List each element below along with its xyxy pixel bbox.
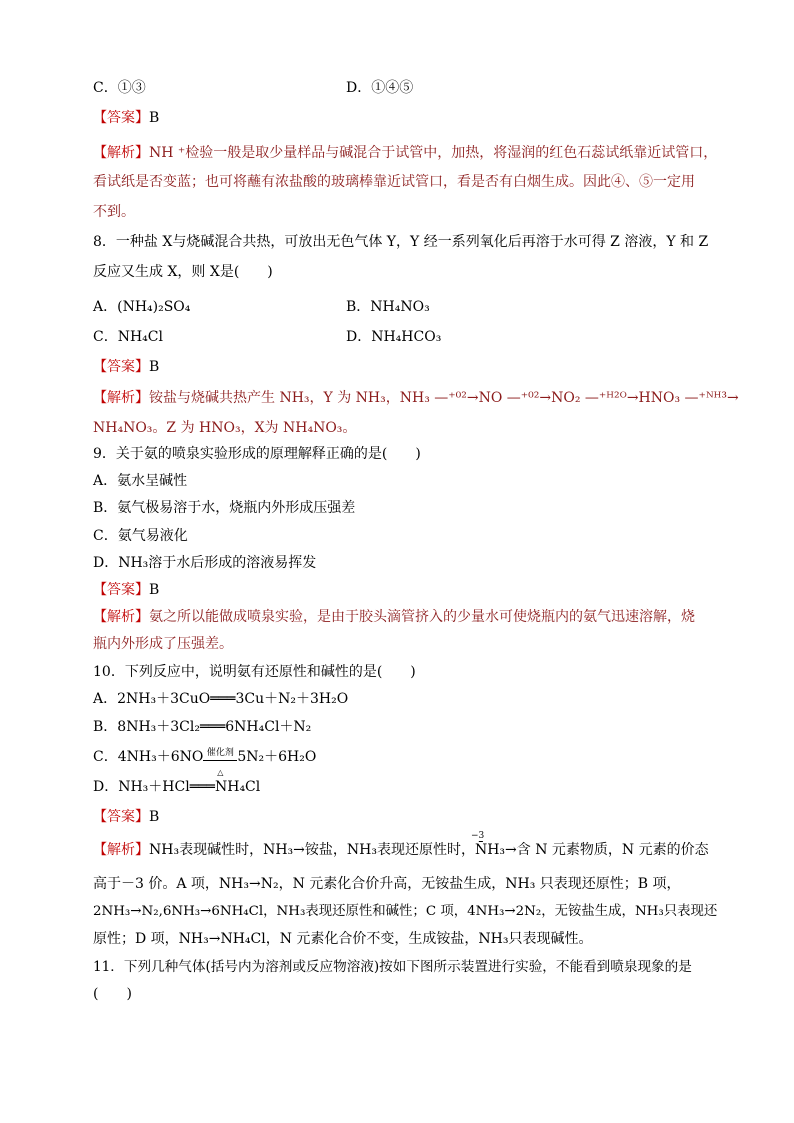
q8-stem-line1: 8．一种盐 X与烧碱混合共热，可放出无色气体 Y，Y 经一系列氧化后再溶于水可得 Z 溶液，Y 和 Z <box>93 234 709 250</box>
q9-stem: 9．关于氨的喷泉实验形成的原理解释正确的是( ) <box>93 446 421 462</box>
q10-answer: 【答案】B <box>93 809 160 825</box>
q8-explanation-line2: NH₄NO₃。Z 为 HNO₃，X为 NH₄NO₃。 <box>93 420 357 436</box>
q8-option-b: B．NH₄NO₃ <box>346 299 430 315</box>
q7-option-c: C．①③ <box>93 80 146 96</box>
q9-option-a: A．氨水呈碱性 <box>93 473 188 489</box>
q10-option-c: C．4NH₃＋6NO $\frac{\text{催化剂}}{\triangle}$ 5N₂＋6H₂O <box>93 748 317 777</box>
q7-explanation-line3: 不到。 <box>93 204 135 220</box>
q9-option-c: C．氨气易液化 <box>93 528 188 544</box>
q8-explanation-line1: 【解析】铵盐与烧碱共热产生 NH₃，Y 为 NH₃，NH₃ —⁺⁰²→NO —⁺⁰²→NO₂ —⁺ᴴ²ᴼ→HNO₃ —⁺ᴺᴴ³→ <box>93 390 739 406</box>
q9-option-b: B．氨气极易溶于水，烧瓶内外形成压强差 <box>93 500 356 516</box>
q11-stem-line2: ( ) <box>93 986 132 1002</box>
q10-option-a: A．2NH₃＋3CuO═══3Cu＋N₂＋3H₂O <box>93 691 349 707</box>
q9-explanation-line2: 瓶内外形成了压强差。 <box>93 636 233 652</box>
q8-option-a: A．(NH₄)₂SO₄ <box>93 299 191 315</box>
q11-stem-line1: 11．下列几种气体(括号内为溶剂或反应物溶液)按如下图所示装置进行实验，不能看到喷泉现象的是 <box>93 959 692 975</box>
catalyst-condition: $\frac{\text{催化剂}}{\triangle}$ <box>203 751 237 761</box>
q7-answer: 【答案】B <box>93 110 160 126</box>
q10-explanation-line3: 2NH₃→N₂,6NH₃→6NH₄Cl，NH₃表现还原性和碱性；C 项，4NH₃→2N₂，无铵盐生成，NH₃只表现还 <box>93 904 718 919</box>
q8-stem-line2: 反应又生成 X，则 X是( ) <box>93 264 273 280</box>
q10-stem: 10．下列反应中，说明氨有还原性和碱性的是( ) <box>93 664 416 680</box>
q8-answer: 【答案】B <box>93 359 160 375</box>
q8-option-d: D．NH₄HCO₃ <box>346 329 442 345</box>
q10-option-b: B．8NH₃＋3Cl₂═══6NH₄Cl＋N₂ <box>93 719 312 735</box>
q9-option-d: D．NH₃溶于水后形成的溶液易挥发 <box>93 555 317 571</box>
q10-explanation-line4: 原性；D 项，NH₃→NH₄Cl，N 元素化合价不变，生成铵盐，NH₃只表现碱性。 <box>93 931 593 947</box>
q7-explanation-line2: 看试纸是否变蓝；也可将蘸有浓盐酸的玻璃棒靠近试管口，看是否有白烟生成。因此④、⑤一定用 <box>93 174 695 190</box>
oxidation-state-label: −3 <box>471 831 485 841</box>
q9-explanation-line1: 【解析】氨之所以能做成喷泉实验，是由于胶头滴管挤入的少量水可使烧瓶内的氨气迅速溶解，烧 <box>93 609 695 625</box>
q9-answer: 【答案】B <box>93 582 160 598</box>
q7-explanation-line1: 【解析】NH ⁺检验一般是取少量样品与碱混合于试管中，加热，将湿润的红色石蕊试纸靠近试管口， <box>93 145 718 161</box>
q7-option-d: D．①④⑤ <box>346 80 414 96</box>
q10-explanation-line2: 高于－3 价。A 项，NH₃→N₂，N 元素化合价升高，无铵盐生成，NH₃ 只表现还原性；B 项， <box>93 876 681 892</box>
q8-option-c: C．NH₄Cl <box>93 329 163 345</box>
q10-explanation-line1: 【解析】NH₃表现碱性时，NH₃→铵盐，NH₃表现还原性时，N̄H₃→含 N 元素物质，N 元素的价态 <box>93 842 709 858</box>
q10-option-d: D．NH₃＋HCl═══NH₄Cl <box>93 779 261 795</box>
